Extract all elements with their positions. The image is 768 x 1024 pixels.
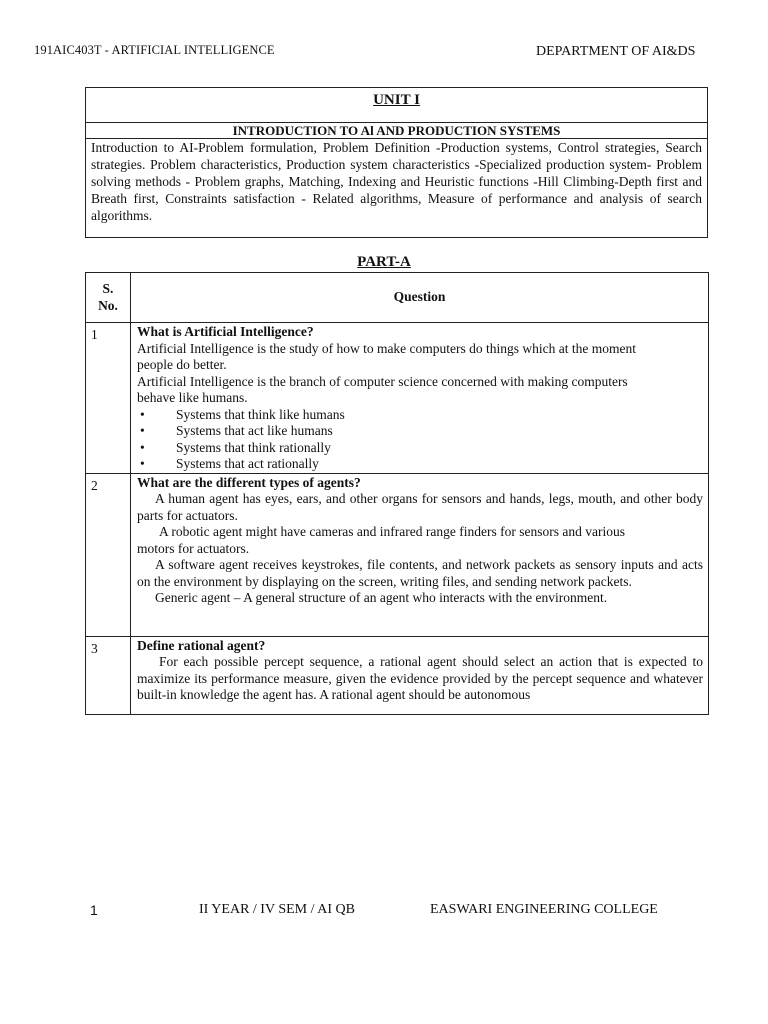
bullet-icon: • <box>140 439 145 455</box>
question-title: Define rational agent? <box>137 637 266 653</box>
question-number: 3 <box>86 636 131 714</box>
list-item-text: Systems that think rationally <box>176 439 331 455</box>
sno-header-line2: No. <box>98 297 118 313</box>
answer-paragraph: Generic agent – A general structure of an agent who interacts with the environment. <box>155 590 608 605</box>
unit-syllabus-text: Introduction to AI-Problem formulation, Problem Definition -Production systems, Control strategies, Search strategies. Problem characteristics, Production system characteristics -Specialized production system- Problem solving methods - Problem graphs, Matching, Indexing and Heuristic functions -Hill Climbing-Depth first and Breath first, Constraints satisfaction - Related algorithms, Measure of performance and analysis of search algorithms. <box>91 140 702 223</box>
question-cell <box>131 636 709 714</box>
list-item-text: Systems that act like humans <box>176 423 333 438</box>
answer-line: Artificial Intelligence is the study of how to make computers do things which at the moment <box>137 340 637 356</box>
footer-year-sem: II YEAR / IV SEM / AI QB <box>199 902 355 917</box>
bullet-icon: • <box>140 456 145 471</box>
question-cell <box>131 323 709 474</box>
sno-header-line1: S. <box>102 281 114 296</box>
answer-paragraph: A software agent receives keystrokes, file contents, and network packets as sensory inputs and acts on the environment by displaying on the screen, writing files, and sending network packets. <box>137 557 703 589</box>
question-number: 2 <box>86 473 131 636</box>
page-number: 1 <box>90 902 98 918</box>
list-item-text: Systems that act rationally <box>176 456 319 471</box>
table-row <box>86 473 709 636</box>
department-header: DEPARTMENT OF AI&DS <box>536 44 696 59</box>
sno-column-header <box>86 273 131 323</box>
question-title: What is Artificial Intelligence? <box>137 324 314 339</box>
list-item <box>137 440 703 457</box>
question-table <box>85 272 709 715</box>
list-item <box>137 407 703 424</box>
answer-line: motors for actuators. <box>137 540 250 556</box>
answer-line: A robotic agent might have cameras and infrared range finders for sensors and various <box>159 524 625 539</box>
table-header-row <box>86 273 709 323</box>
table-row <box>86 636 709 714</box>
list-item-text: Systems that think like humans <box>176 406 345 422</box>
question-title: What are the different types of agents? <box>137 474 361 490</box>
part-title: PART-A <box>357 254 411 270</box>
question-column-header: Question <box>131 273 709 323</box>
bullet-icon: • <box>140 406 145 422</box>
bullet-icon: • <box>140 423 145 438</box>
unit-subtitle: INTRODUCTION TO Al AND PRODUCTION SYSTEMS <box>86 123 707 139</box>
answer-line: Artificial Intelligence is the branch of computer science concerned with making computers <box>137 373 628 389</box>
answer-line: behave like humans. <box>137 390 248 405</box>
unit-title: UNIT I <box>86 88 707 123</box>
course-header: 191AIC403T - ARTIFICIAL INTELLIGENCE <box>34 43 275 57</box>
unit-syllabus-box <box>85 87 708 238</box>
footer-college: EASWARI ENGINEERING COLLEGE <box>430 902 658 917</box>
list-item <box>137 456 703 473</box>
list-item <box>137 423 703 440</box>
answer-line: people do better. <box>137 357 227 372</box>
table-row <box>86 323 709 474</box>
answer-paragraph: For each possible percept sequence, a rational agent should select an action that is expected to maximize its performance measure, given the evidence provided by the percept sequence and whatever built-in knowledge the agent has. A rational agent should be autonomous <box>137 654 703 702</box>
answer-paragraph: A human agent has eyes, ears, and other organs for sensors and hands, legs, mouth, and other body parts for actuators. <box>137 491 703 523</box>
question-number: 1 <box>86 323 131 474</box>
question-cell <box>131 473 709 636</box>
